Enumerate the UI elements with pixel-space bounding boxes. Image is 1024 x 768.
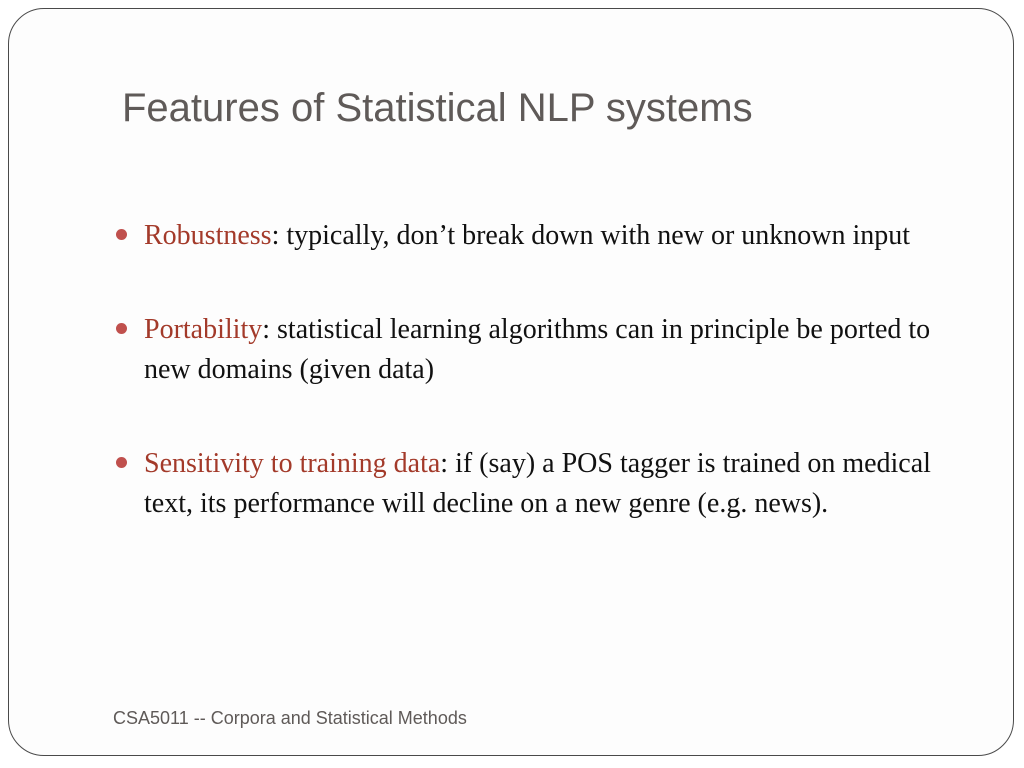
bullet-item-sensitivity: [116, 444, 966, 524]
slide-footer: CSA5011 -- Corpora and Statistical Methods: [113, 708, 467, 728]
bullet-dot-icon: [116, 323, 127, 334]
bullet-text: : statistical learning algorithms can in principle be ported to new domains (given data): [144, 314, 931, 385]
bullet-term: Robustness: [144, 220, 272, 251]
bullet-dot-icon: [116, 229, 127, 240]
bullet-term: Portability: [144, 314, 263, 345]
bullet-text: : typically, don’t break down with new or unknown input: [271, 220, 911, 251]
bullet-dot-icon: [116, 457, 127, 468]
bullet-term: Sensitivity to training data: [144, 448, 441, 479]
bullet-item-robustness: [116, 216, 966, 256]
bullet-text: : if (say) a POS tagger is trained on medical text, its performance will decline on a new genre (e.g. news).: [144, 448, 931, 519]
bullet-item-portability: [116, 310, 966, 390]
bullet-list: [116, 216, 966, 578]
slide-title: Features of Statistical NLP systems: [122, 86, 753, 130]
